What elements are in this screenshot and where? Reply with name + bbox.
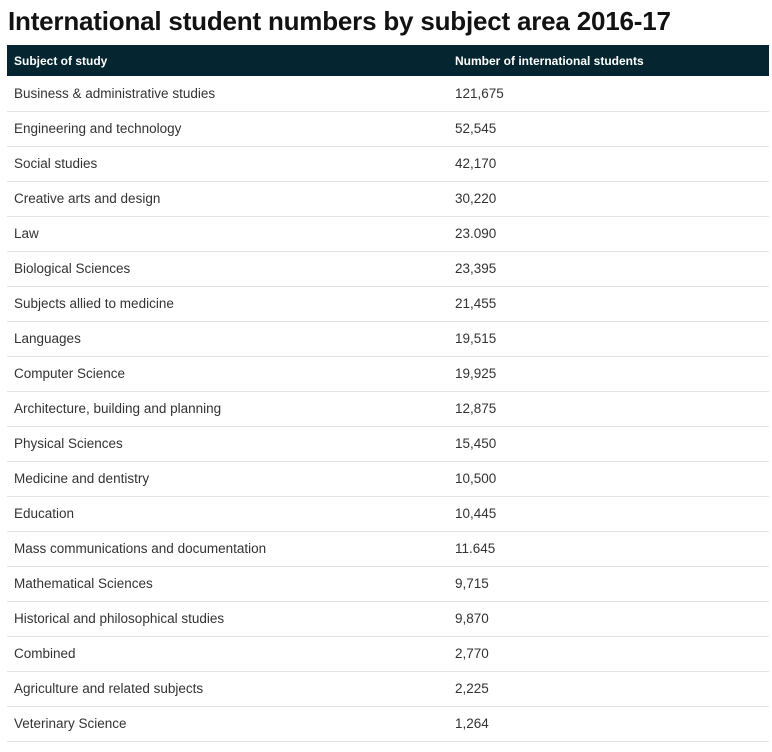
- table-row: [7, 461, 769, 496]
- cell-number: 11.645: [455, 541, 496, 556]
- cell-subject: Law: [14, 226, 39, 241]
- cell-subject: Subjects allied to medicine: [14, 296, 174, 311]
- cell-subject: Creative arts and design: [14, 191, 161, 206]
- cell-number: 19,925: [455, 366, 497, 381]
- table-row: [7, 111, 769, 146]
- table-row: [7, 146, 769, 181]
- cell-number: 1,264: [455, 716, 489, 731]
- cell-subject: Agriculture and related subjects: [14, 681, 204, 696]
- table-body: [7, 76, 769, 741]
- cell-number: 9,870: [455, 611, 489, 626]
- table-row: [7, 496, 769, 531]
- cell-subject: Mathematical Sciences: [14, 576, 153, 591]
- table-row: [7, 391, 769, 426]
- cell-number: 19,515: [455, 331, 497, 346]
- cell-number: 10,445: [455, 506, 497, 521]
- table-header: [7, 45, 769, 76]
- cell-number: 52,545: [455, 121, 497, 136]
- cell-subject: Computer Science: [14, 366, 126, 381]
- table-row: [7, 706, 769, 741]
- table-row: [7, 636, 769, 671]
- cell-subject: Social studies: [14, 156, 98, 171]
- cell-subject: Biological Sciences: [14, 261, 131, 276]
- cell-number: 30,220: [455, 191, 497, 206]
- table-row: [7, 426, 769, 461]
- cell-number: 23.090: [455, 226, 497, 241]
- table-row: [7, 181, 769, 216]
- page-title: International student numbers by subject area 2016-17: [8, 6, 671, 36]
- table-row: [7, 251, 769, 286]
- cell-subject: Architecture, building and planning: [14, 401, 222, 416]
- table-row: [7, 601, 769, 636]
- cell-subject: Education: [14, 506, 75, 521]
- cell-number: 2,770: [455, 646, 489, 661]
- table-row: [7, 531, 769, 566]
- table-header-row: [7, 45, 769, 76]
- cell-number: 10,500: [455, 471, 497, 486]
- cell-subject: Historical and philosophical studies: [14, 611, 225, 626]
- cell-subject: Engineering and technology: [14, 121, 182, 136]
- cell-subject: Mass communications and documentation: [14, 541, 267, 556]
- cell-number: 23,395: [455, 261, 497, 276]
- data-table: [7, 45, 769, 742]
- table-row: [7, 76, 769, 111]
- cell-subject: Veterinary Science: [14, 716, 127, 731]
- cell-number: 21,455: [455, 296, 497, 311]
- column-header-subject: Subject of study: [14, 53, 108, 68]
- table-row: [7, 566, 769, 601]
- table-row: [7, 356, 769, 391]
- cell-subject: Medicine and dentistry: [14, 471, 150, 486]
- column-header-number: Number of international students: [455, 53, 644, 68]
- cell-number: 15,450: [455, 436, 497, 451]
- cell-subject: Languages: [14, 331, 81, 346]
- cell-number: 9,715: [455, 576, 489, 591]
- table-row: [7, 286, 769, 321]
- cell-subject: Physical Sciences: [14, 436, 123, 451]
- table-row: [7, 321, 769, 356]
- cell-subject: Business & administrative studies: [14, 85, 216, 101]
- cell-number: 121,675: [455, 85, 504, 101]
- cell-subject: Combined: [14, 646, 76, 661]
- cell-number: 2,225: [455, 681, 489, 696]
- cell-number: 42,170: [455, 156, 497, 171]
- table-row: [7, 216, 769, 251]
- cell-number: 12,875: [455, 401, 497, 416]
- table-row: [7, 671, 769, 706]
